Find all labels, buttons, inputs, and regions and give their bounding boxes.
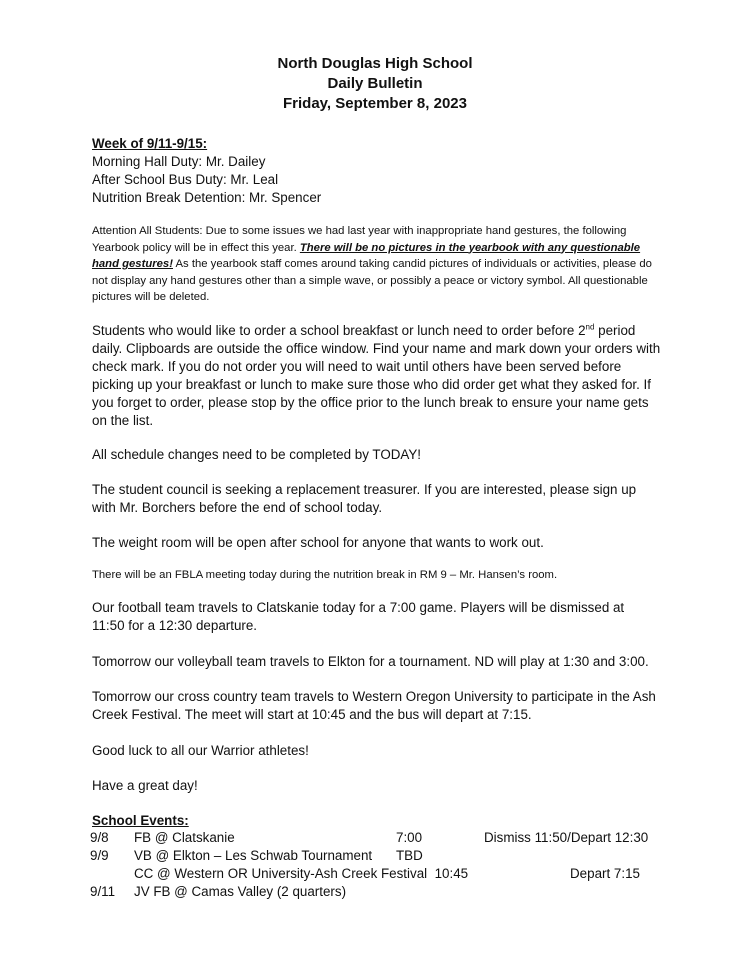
table-row — [90, 829, 648, 847]
bulletin-header — [0, 54, 750, 114]
event-time — [396, 883, 484, 901]
bulletin-title: Daily Bulletin — [327, 75, 423, 92]
breakfast-superscript: nd — [585, 322, 595, 332]
event-name: FB @ Clatskanie — [134, 830, 235, 845]
event-date: 9/9 — [90, 848, 109, 863]
breakfast-text-2: period daily. Clipboards are outside the office window. Find your name and mark down your orders with check mark. If you do not order you will need to wait until others have been served before picking up your breakfast or lunch to make sure those who did order get what they asked for. If you forget to order, please stop by the office prior to the lunch break to ensure your name gets on the list. — [92, 323, 661, 428]
duty-section — [92, 135, 672, 207]
event-name — [134, 865, 484, 883]
fbla-notice: There will be an FBLA meeting today during the nutrition break in RM 9 – Mr. Hansen’s room. — [92, 569, 558, 581]
yearbook-emphasis: There will be no pictures in the yearbook with any questionable hand gestures! — [92, 241, 641, 270]
event-date: 9/8 — [90, 830, 109, 845]
event-note — [484, 883, 648, 901]
great-day-notice: Have a great day! — [92, 778, 198, 793]
duty-line: Morning Hall Duty: Mr. Dailey — [92, 154, 266, 169]
event-time: TBD — [396, 848, 423, 863]
duty-line: After School Bus Duty: Mr. Leal — [92, 172, 279, 187]
yearbook-intro: Attention All Students: Due to some issues we had last year with inappropriate hand gestures, the following Yearbook policy will be in effect this year. — [92, 225, 627, 254]
table-row — [90, 865, 648, 883]
event-name-text: CC @ Western OR University-Ash Creek Festival — [134, 866, 428, 881]
school-name: North Douglas High School — [277, 55, 473, 72]
event-note: Dismiss 11:50/Depart 12:30 — [484, 830, 649, 845]
event-name: JV FB @ Camas Valley (2 quarters) — [134, 884, 347, 899]
events-heading: School Events: — [92, 813, 189, 828]
cross-country-notice: Tomorrow our cross country team travels to Western Oregon University to participate in the Ash Creek Festival. The meet will start at 10:45 and the bus will depart at 7:15. — [92, 689, 656, 722]
duty-line: Nutrition Break Detention: Mr. Spencer — [92, 190, 322, 205]
yearbook-notice — [92, 223, 662, 306]
event-date: 9/11 — [90, 884, 116, 899]
weight-room-notice: The weight room will be open after school for anyone that wants to work out. — [92, 535, 544, 550]
volleyball-notice: Tomorrow our volleyball team travels to Elkton for a tournament. ND will play at 1:30 and 3:00. — [92, 654, 649, 669]
breakfast-notice — [92, 322, 662, 430]
bulletin-date: Friday, September 8, 2023 — [283, 95, 467, 112]
council-notice: The student council is seeking a replacement treasurer. If you are interested, please sign up with Mr. Borchers before the end of school today. — [92, 482, 637, 515]
event-time: 7:00 — [396, 830, 423, 845]
schedule-notice: All schedule changes need to be completed by TODAY! — [92, 447, 422, 462]
events-table — [90, 829, 648, 901]
table-row — [90, 883, 648, 901]
event-date — [90, 865, 134, 883]
event-name: VB @ Elkton – Les Schwab Tournament — [134, 848, 373, 863]
yearbook-rest: As the yearbook staff comes around taking candid pictures of individuals or activities, please do not display any hand gestures other than a simple wave, or possibly a peace or victory symbol. All questionable pictures will be deleted. — [92, 258, 652, 303]
football-notice: Our football team travels to Clatskanie today for a 7:00 game. Players will be dismissed at 11:50 for a 12:30 departure. — [92, 600, 625, 633]
breakfast-text-1: Students who would like to order a school breakfast or lunch need to order before 2 — [92, 323, 586, 338]
event-note — [484, 847, 648, 865]
event-note: Depart 7:15 — [570, 866, 640, 881]
good-luck-notice: Good luck to all our Warrior athletes! — [92, 743, 309, 758]
table-row — [90, 847, 648, 865]
event-time-text: 10:45 — [434, 866, 469, 881]
duty-heading: Week of 9/11-9/15: — [92, 136, 208, 151]
